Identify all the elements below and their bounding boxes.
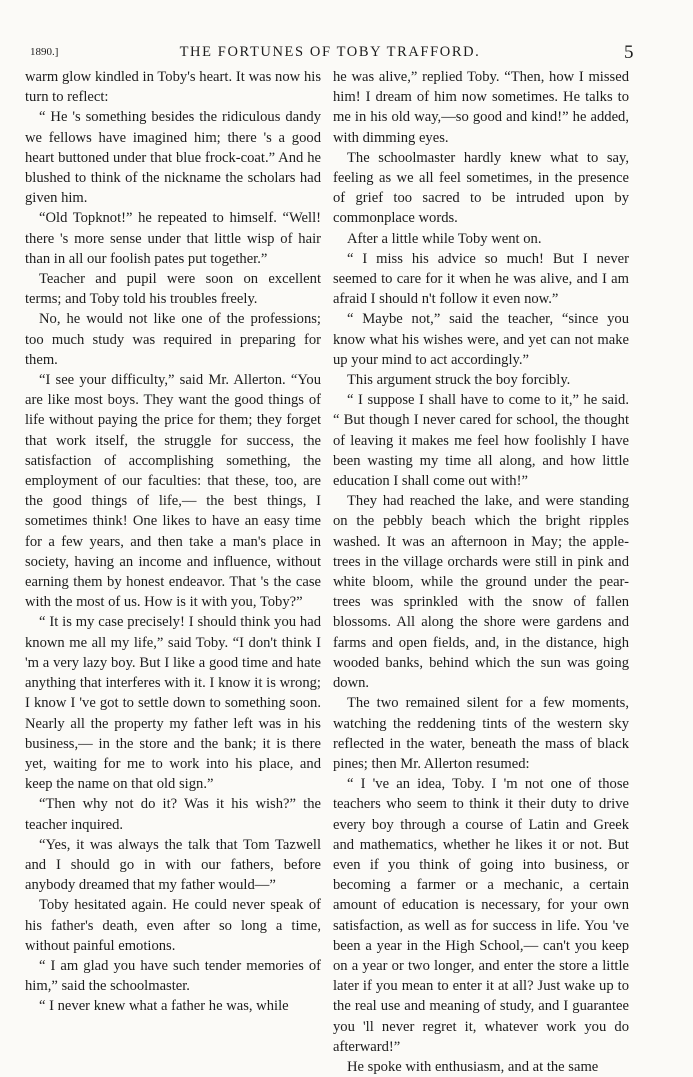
paragraph: “ I suppose I shall have to come to it,” he said. “ But though I never cared for school, the thought of leaving it makes me feel how foolishly I have been wasting my time all along, and how little education I shall come out with!” [333,392,629,490]
paragraph: “Old Topknot!” he repeated to himself. “Well! there 's more sense under that little wisp of hair than in all our foolish pates put together.” [25,210,321,267]
paragraph: Teacher and pupil were soon on excellent terms; and Toby told his troubles freely. [25,271,321,308]
paragraph: Toby hesitated again. He could never speak of his father's death, even after so long a time, without painful emotions. [25,897,321,954]
paragraph: After a little while Toby went on. [347,230,542,247]
paragraph: This argument struck the boy forcibly. [347,372,571,389]
running-header [30,42,634,66]
paragraph: “ Maybe not,” said the teacher, “since you know what his wishes were, and yet can not make up your mind to act accordingly.” [333,311,629,368]
page-number: 5 [624,42,634,63]
paragraph: “Yes, it was always the talk that Tom Tazwell and I should go in with our fathers, before anybody dreamed that my father would—” [25,836,321,894]
left-column [25,67,321,1015]
paragraph: “ It is my case precisely! I should think you had known me all my life,” said Toby. “I don't think I 'm a very lazy boy. But I like a good time and hate anything that interferes with it. I know it is wrong; I know I 've got to settle down to something soon. Nearly all the property my father left was in his business,— in the store and the bank; it is there yet, waiting for me to work into his place, and keep the name on that old sign.” [25,614,321,793]
paragraph: “ I 've an idea, Toby. I 'm not one of those teachers who seem to think it their duty to drive every boy through a course of Latin and Greek and mathematics, whether he likes it or not. But even if you think of going into business, or becoming a farmer or a mechanic, a certain amount of education is necessary, for your own satisfaction, as well as for success in life. You 've been a year in the High School,— can't you keep on a year or two longer, and enter the store a little later if you mean to enter it at all? Just wake up to the real use and meaning of study, and I guarantee you 'll never regret it, whatever work you do afterward!” [333,776,629,1055]
paragraph: The schoolmaster hardly knew what to say, feeling as we all feel sometimes, in the presence of grief too sacred to be intruded upon by commonplace words. [333,149,629,227]
paragraph: “ I never knew what a father he was, while [39,998,289,1015]
paragraph: No, he would not like one of the professions; too much study was required in preparing for them. [25,311,321,368]
paragraph: He spoke with enthusiasm, and at the same [347,1058,599,1075]
paragraph: “ I am glad you have such tender memories of him,” said the schoolmaster. [25,957,321,995]
paragraph: “ I miss his advice so much! But I never seemed to care for it when he was alive, and I am afraid I should n't follow it even now.” [333,250,629,308]
paragraph: They had reached the lake, and were standing on the pebbly beach which the bright ripples washed. It was an afternoon in May; the apple-trees in the village orchards were still in pink and white bloom, while the ground under the pear-trees was sprinkled with the snow of fallen blossoms. All along the shore were gardens and farms and open fields, and, in the distance, high wooded banks, behind which the sun was going down. [333,493,629,692]
paragraph: “Then why not do it? Was it his wish?” the teacher inquired. [25,796,321,833]
paragraph: “I see your difficulty,” said Mr. Allerton. “You are like most boys. They want the good things of life without paying the price for them; they forget that work itself, the struggle for success, the satisfaction of accomplishing something, the employment of our faculties: that these, too, are the good things of life,— the best things, I sometimes think! One likes to have an easy time for a few years, and then take a man's place in society, having an income and influence, without earning them by honest endeavor. That 's the case with the most of us. How is it with you, Toby?” [25,372,321,611]
paragraph: warm glow kindled in Toby's heart. It was now his turn to reflect: [25,69,321,106]
right-column [333,67,629,1075]
header-title: THE FORTUNES OF TOBY TRAFFORD. [179,44,481,60]
paragraph: “ He 's something besides the ridiculous dandy we fellows have imagined him; there 's a good heart buttoned under that blue frock-coat.” And he blushed to think of the nickname the scholars had given him. [25,109,321,207]
header-year: 1890.] [30,46,59,58]
paragraph: he was alive,” replied Toby. “Then, how I missed him! I dream of him now sometimes. He talks to me in his old way,—so good and kind!” he added, with dimming eyes. [333,69,629,146]
paragraph: The two remained silent for a few moments, watching the reddening tints of the western sky reflected in the water, beneath the mass of black pines; then Mr. Allerton resumed: [333,695,629,772]
